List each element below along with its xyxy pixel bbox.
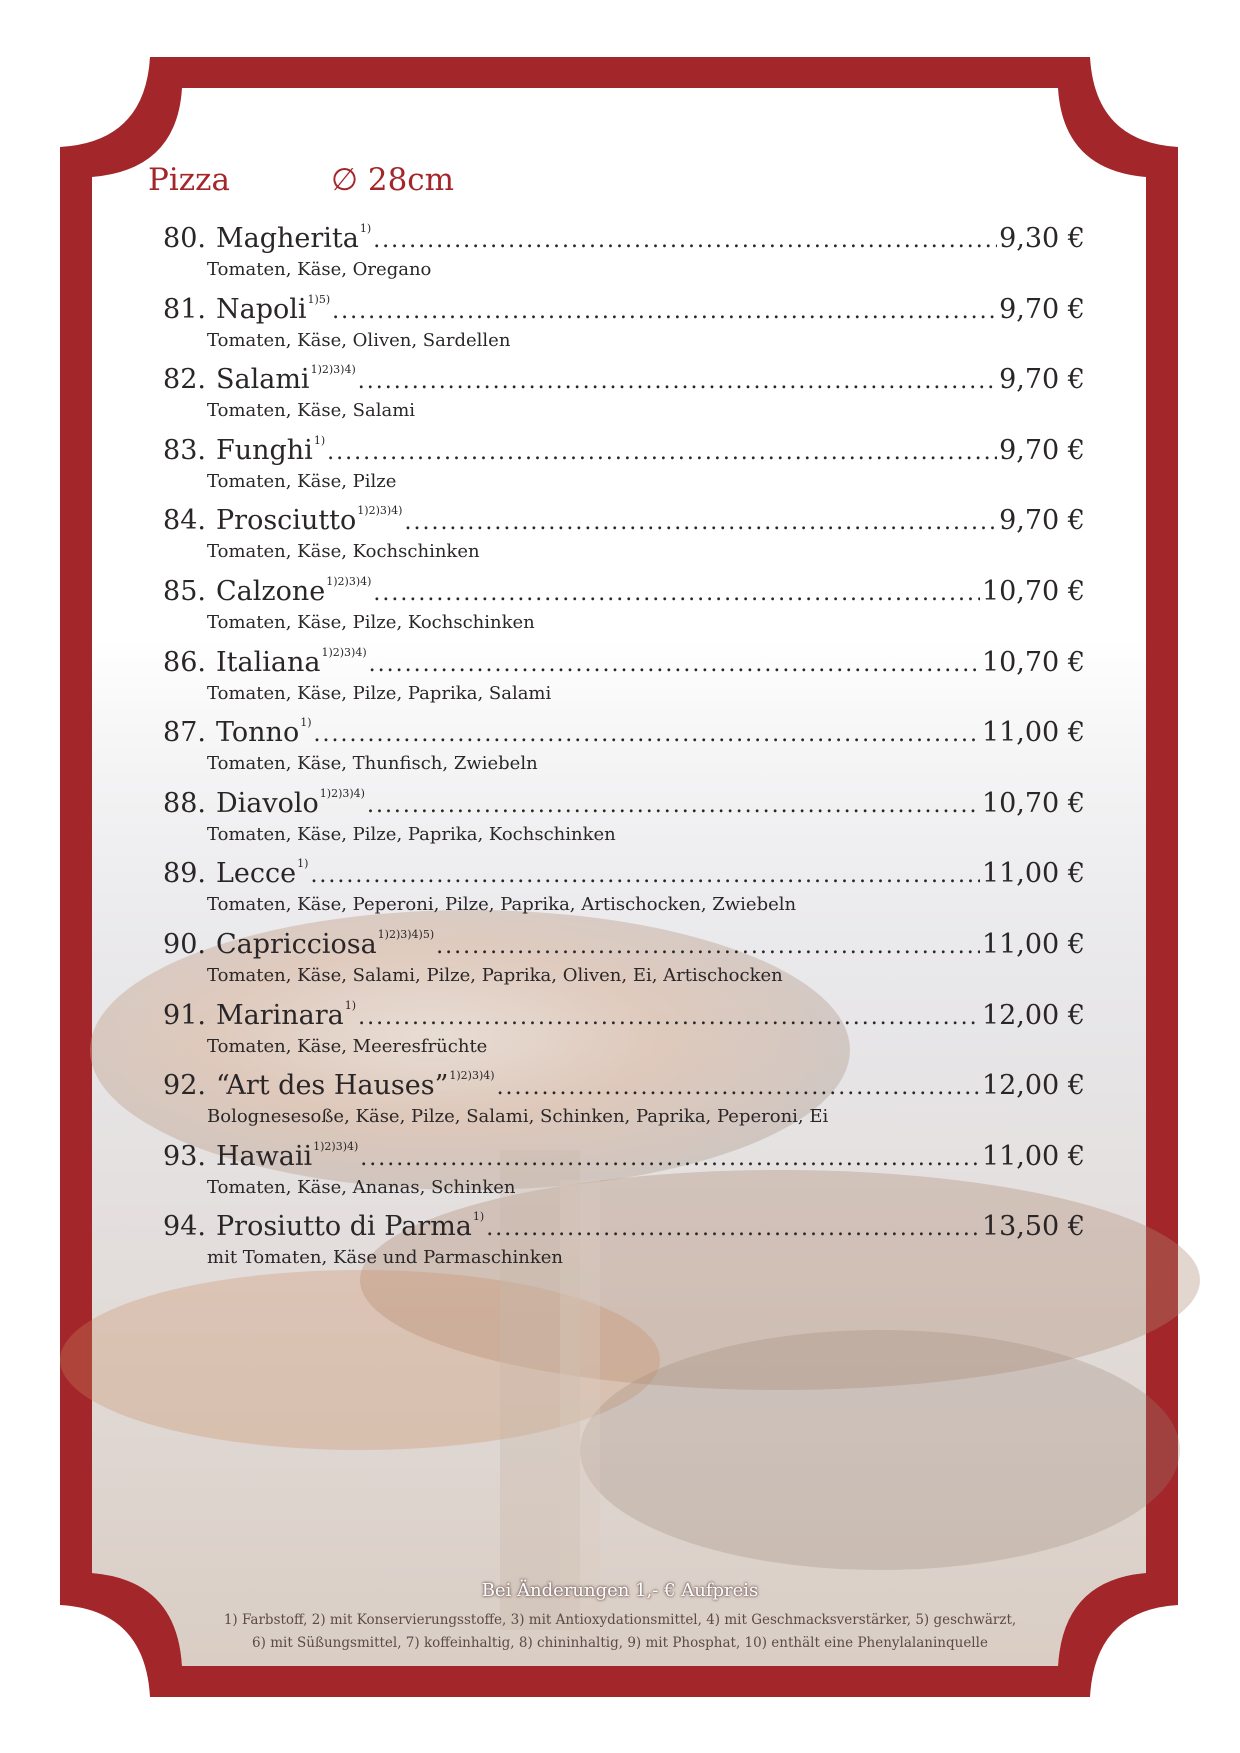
- item-price: 11,00 €: [981, 717, 1085, 749]
- item-name: [216, 716, 312, 748]
- item-allergens: 1)2)3)4): [321, 645, 367, 659]
- item-name-text: Magherita: [216, 223, 359, 254]
- item-name: [216, 1210, 484, 1242]
- item-description: Tomaten, Käse, Salami, Pilze, Paprika, Oliven, Ei, Artischocken: [207, 965, 783, 986]
- item-name: [216, 293, 330, 325]
- item-allergens: 1): [344, 998, 357, 1012]
- menu-item-row: [148, 222, 1085, 262]
- item-description: Tomaten, Käse, Oregano: [207, 259, 432, 280]
- item-name-text: Prosciutto: [216, 505, 357, 537]
- item-price: 9,70 €: [999, 434, 1085, 466]
- item-description: Tomaten, Käse, Ananas, Schinken: [207, 1176, 516, 1198]
- menu-item: [148, 1069, 1085, 1139]
- item-description: mit Tomaten, Käse und Parmaschinken: [207, 1247, 564, 1269]
- menu-item: [148, 646, 1085, 716]
- item-allergens: 1): [297, 857, 309, 871]
- item-number: 84.: [163, 505, 206, 537]
- item-allergens: 1)2)3)4): [449, 1069, 495, 1083]
- item-name-text: Marinara: [216, 999, 344, 1031]
- item-allergens: 1): [313, 433, 326, 447]
- item-description: Tomaten, Käse, Thunfisch, Zwiebeln: [207, 753, 538, 775]
- dot-leader: [367, 793, 980, 818]
- item-allergens: 1): [359, 222, 372, 235]
- item-number: 85.: [163, 576, 206, 607]
- menu-item: [148, 363, 1085, 433]
- item-number: 90.: [163, 929, 206, 960]
- item-price: 12,00 €: [981, 999, 1085, 1031]
- item-description: Tomaten, Käse, Salami: [207, 400, 416, 422]
- menu-item-row: [148, 1140, 1085, 1180]
- dot-leader: [360, 1146, 980, 1171]
- item-name: [216, 504, 402, 536]
- item-name-text: Prosiutto di Parma: [216, 1211, 472, 1243]
- menu-item: [148, 857, 1085, 927]
- menu-item: [148, 928, 1085, 998]
- item-number: 88.: [163, 787, 206, 819]
- menu-item-row: [148, 928, 1085, 968]
- menu-item: [148, 1210, 1085, 1280]
- item-description: Bolognesesoße, Käse, Pilze, Salami, Schinken, Paprika, Peperoni, Ei: [207, 1106, 829, 1128]
- item-price: 11,00 €: [981, 858, 1085, 890]
- item-description: Tomaten, Käse, Kochschinken: [207, 541, 480, 563]
- item-description: Tomaten, Käse, Pilze: [207, 470, 397, 492]
- item-name: [216, 222, 371, 254]
- item-price: 13,50 €: [981, 1211, 1085, 1243]
- item-name: [216, 363, 356, 395]
- menu-item: [148, 434, 1085, 504]
- item-description: Tomaten, Käse, Pilze, Paprika, Salami: [207, 682, 552, 704]
- item-name-text: Funghi: [216, 434, 313, 466]
- dot-leader: [327, 440, 997, 465]
- item-allergens: 1)2)3)4): [313, 1139, 359, 1153]
- menu-item-row: [148, 857, 1085, 897]
- menu-item-row: [148, 787, 1085, 827]
- menu-item-row: [148, 1069, 1085, 1109]
- menu-item-row: [148, 504, 1085, 544]
- dot-leader: [332, 299, 997, 324]
- item-number: 89.: [163, 858, 206, 890]
- item-number: 86.: [163, 646, 206, 678]
- item-name-text: Italiana: [216, 646, 321, 678]
- item-number: 83.: [163, 434, 206, 466]
- item-price: 9,70 €: [999, 505, 1085, 537]
- item-name: [216, 999, 356, 1031]
- item-name-text: Napoli: [216, 293, 307, 325]
- dot-leader: [436, 934, 980, 959]
- item-name: [216, 1140, 358, 1172]
- item-number: 91.: [163, 999, 206, 1031]
- item-name: [216, 646, 367, 678]
- item-name: [216, 434, 325, 466]
- dot-leader: [369, 652, 980, 677]
- item-number: 93.: [163, 1140, 206, 1172]
- item-price: 10,70 €: [981, 576, 1085, 607]
- menu-item-row: [148, 716, 1085, 756]
- item-name: [216, 857, 308, 889]
- item-price: 9,70 €: [999, 364, 1085, 396]
- menu-item: [148, 1140, 1085, 1210]
- item-price: 10,70 €: [981, 787, 1085, 819]
- item-name-text: Capricciosa: [216, 929, 377, 960]
- item-description: Tomaten, Käse, Meeresfrüchte: [207, 1035, 488, 1057]
- item-number: 87.: [163, 717, 206, 749]
- menu-item-row: [148, 575, 1085, 615]
- item-name-text: Diavolo: [216, 787, 319, 819]
- dot-leader: [486, 1216, 980, 1241]
- item-name: [216, 787, 365, 819]
- menu-item: [148, 222, 1085, 292]
- item-price: 11,00 €: [981, 1140, 1085, 1172]
- menu-item: [148, 293, 1085, 363]
- item-name: [216, 1069, 495, 1101]
- dot-leader: [497, 1075, 980, 1100]
- item-allergens: 1)2)3)4)5): [377, 928, 435, 941]
- item-number: 92.: [163, 1070, 206, 1102]
- menu-item-row: [148, 434, 1085, 474]
- menu-item-row: [148, 646, 1085, 686]
- item-description: Tomaten, Käse, Pilze, Paprika, Kochschinken: [207, 823, 616, 845]
- item-price: 9,30 €: [999, 223, 1085, 254]
- menu-item-row: [148, 363, 1085, 403]
- menu-heading: [148, 162, 455, 198]
- item-name-text: Calzone: [216, 576, 326, 607]
- item-allergens: 1): [300, 716, 312, 730]
- item-name: [216, 575, 371, 607]
- dot-leader: [358, 1005, 980, 1030]
- surcharge-note: Bei Änderungen 1,- € Aufpreis: [481, 1580, 759, 1601]
- dot-leader: [314, 722, 980, 747]
- menu-item-row: [148, 999, 1085, 1039]
- menu-item: [148, 575, 1085, 645]
- item-name-text: Hawaii: [216, 1140, 313, 1172]
- item-number: 82.: [163, 364, 206, 396]
- dot-leader: [373, 581, 980, 606]
- menu-item: [148, 999, 1085, 1069]
- item-number: 94.: [163, 1211, 206, 1243]
- item-number: 81.: [163, 293, 206, 325]
- category-title: Pizza: [148, 162, 230, 198]
- item-price: 9,70 €: [999, 293, 1085, 325]
- allergen-legend-line-1: 1) Farbstoff, 2) mit Konservierungsstoffe, 3) mit Antioxydationsmittel, 4) mit Geschmacksverstärker, 5) geschwärzt,: [223, 1612, 1017, 1628]
- dot-leader: [373, 228, 997, 253]
- item-allergens: 1)2)3)4): [319, 786, 365, 800]
- menu-item: [148, 504, 1085, 574]
- menu-item: [148, 787, 1085, 857]
- item-allergens: 1)2)3)4): [326, 575, 372, 588]
- dot-leader: [310, 863, 980, 888]
- item-number: 80.: [163, 223, 206, 254]
- item-description: Tomaten, Käse, Oliven, Sardellen: [207, 329, 511, 351]
- dot-leader: [358, 369, 997, 394]
- menu-item: [148, 716, 1085, 786]
- menu-item-row: [148, 293, 1085, 333]
- item-description: Tomaten, Käse, Pilze, Kochschinken: [207, 612, 535, 633]
- item-price: 12,00 €: [981, 1070, 1085, 1102]
- menu-item-row: [148, 1210, 1085, 1250]
- item-name-text: Lecce: [216, 858, 297, 890]
- pizza-size: ∅ 28cm: [331, 162, 455, 198]
- item-allergens: 1)5): [307, 292, 331, 306]
- item-name-text: Salami: [216, 364, 310, 396]
- item-name-text: Tonno: [216, 717, 300, 749]
- item-allergens: 1)2)3)4): [310, 363, 356, 377]
- item-price: 11,00 €: [981, 929, 1085, 960]
- item-description: Tomaten, Käse, Peperoni, Pilze, Paprika, Artischocken, Zwiebeln: [207, 894, 797, 916]
- allergen-legend-line-2: 6) mit Süßungsmittel, 7) koffeinhaltig, 8) chininhaltig, 9) mit Phosphat, 10) enthält eine Phenylalaninquelle: [252, 1635, 988, 1651]
- item-price: 10,70 €: [981, 646, 1085, 678]
- item-allergens: 1): [472, 1210, 485, 1224]
- dot-leader: [404, 510, 997, 535]
- item-allergens: 1)2)3)4): [357, 504, 403, 518]
- item-name-text: “Art des Hauses”: [216, 1070, 449, 1102]
- item-name: [216, 928, 434, 960]
